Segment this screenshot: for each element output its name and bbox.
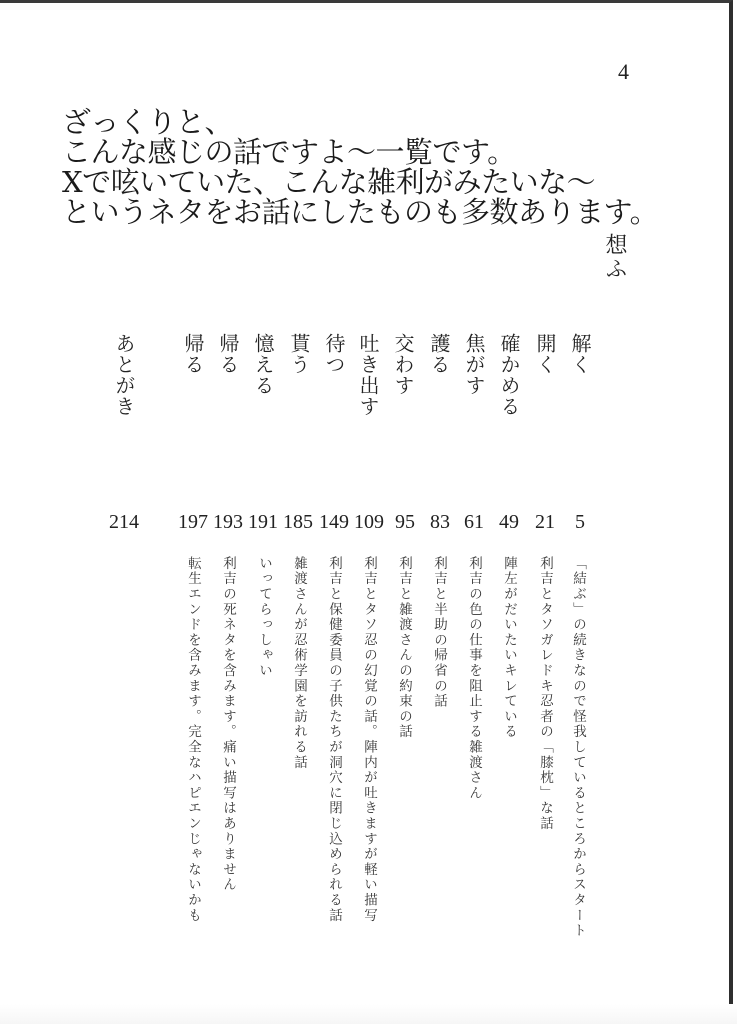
chapter-title[interactable]: 吐き出す (356, 333, 380, 417)
chapter-description: 転生エンドを含みます。完全なハピエンじゃないかも (185, 556, 201, 924)
intro-line: ざっくりと、 (62, 105, 234, 139)
section-title: 想ふ (602, 233, 627, 281)
chapter-title[interactable]: あとがき (112, 333, 136, 417)
intro-line: Xで呟いていた、こんな雑利がみたいな〜 (62, 165, 596, 199)
chapter-page-number: 95 (395, 511, 415, 533)
chapter-title[interactable]: 帰る (216, 333, 240, 375)
page-bottom-edge (0, 1004, 737, 1024)
intro-line: というネタをお話にしたものも多数あります。 (62, 195, 659, 229)
chapter-title[interactable]: 護る (427, 333, 451, 375)
chapter-page-number: 185 (283, 511, 313, 533)
chapter-description: 利吉とタソガレドキ忍者の「膝枕」な話 (537, 556, 553, 832)
chapter-page-number: 149 (319, 511, 349, 533)
chapter-description: 利吉とタソ忍の幻覚の話。陣内が吐きますが軽い描写 (361, 556, 377, 924)
chapter-description: 利吉の色の仕事を阻止する雑渡さん (466, 556, 482, 801)
chapter-description: 利吉と雑渡さんの約束の話 (396, 556, 412, 740)
chapter-page-number: 83 (430, 511, 450, 533)
page-number: 4 (618, 59, 629, 84)
chapter-title[interactable]: 待つ (322, 333, 346, 375)
chapter-title[interactable]: 憶える (251, 333, 275, 396)
chapter-description: 「結ぶ」の続きなので怪我しているところからスタート (570, 556, 586, 939)
chapter-page-number: 193 (213, 511, 243, 533)
chapter-title[interactable]: 貰う (287, 333, 311, 375)
intro-line: こんな感じの話ですよ〜一覧です。 (62, 135, 516, 169)
chapter-description: 陣左がだいたいキレている (501, 556, 517, 740)
chapter-description: 利吉の死ネタを含みます。痛い描写はありません (220, 556, 236, 893)
chapter-description: 利吉と保健委員の子供たちが洞穴に閉じ込められる話 (326, 556, 342, 924)
chapter-page-number: 191 (248, 511, 278, 533)
chapter-page-number: 197 (178, 511, 208, 533)
chapter-description: いってらっしゃい (256, 556, 272, 679)
chapter-title[interactable]: 開く (533, 333, 557, 375)
chapter-description: 利吉と半助の帰省の話 (431, 556, 447, 709)
chapter-title[interactable]: 確かめる (497, 333, 521, 417)
chapter-page-number: 49 (499, 511, 519, 533)
chapter-title[interactable]: 帰る (181, 333, 205, 375)
chapter-description: 雑渡さんが忍術学園を訪れる話 (291, 556, 307, 771)
chapter-title[interactable]: 焦がす (462, 333, 486, 396)
chapter-title[interactable]: 交わす (391, 333, 415, 396)
chapter-page-number: 109 (354, 511, 384, 533)
chapter-page-number: 21 (535, 511, 555, 533)
chapter-page-number: 214 (109, 511, 139, 533)
chapter-page-number: 5 (575, 511, 585, 533)
chapter-page-number: 61 (464, 511, 484, 533)
intro-text (62, 107, 658, 227)
chapter-title[interactable]: 解く (568, 333, 592, 375)
